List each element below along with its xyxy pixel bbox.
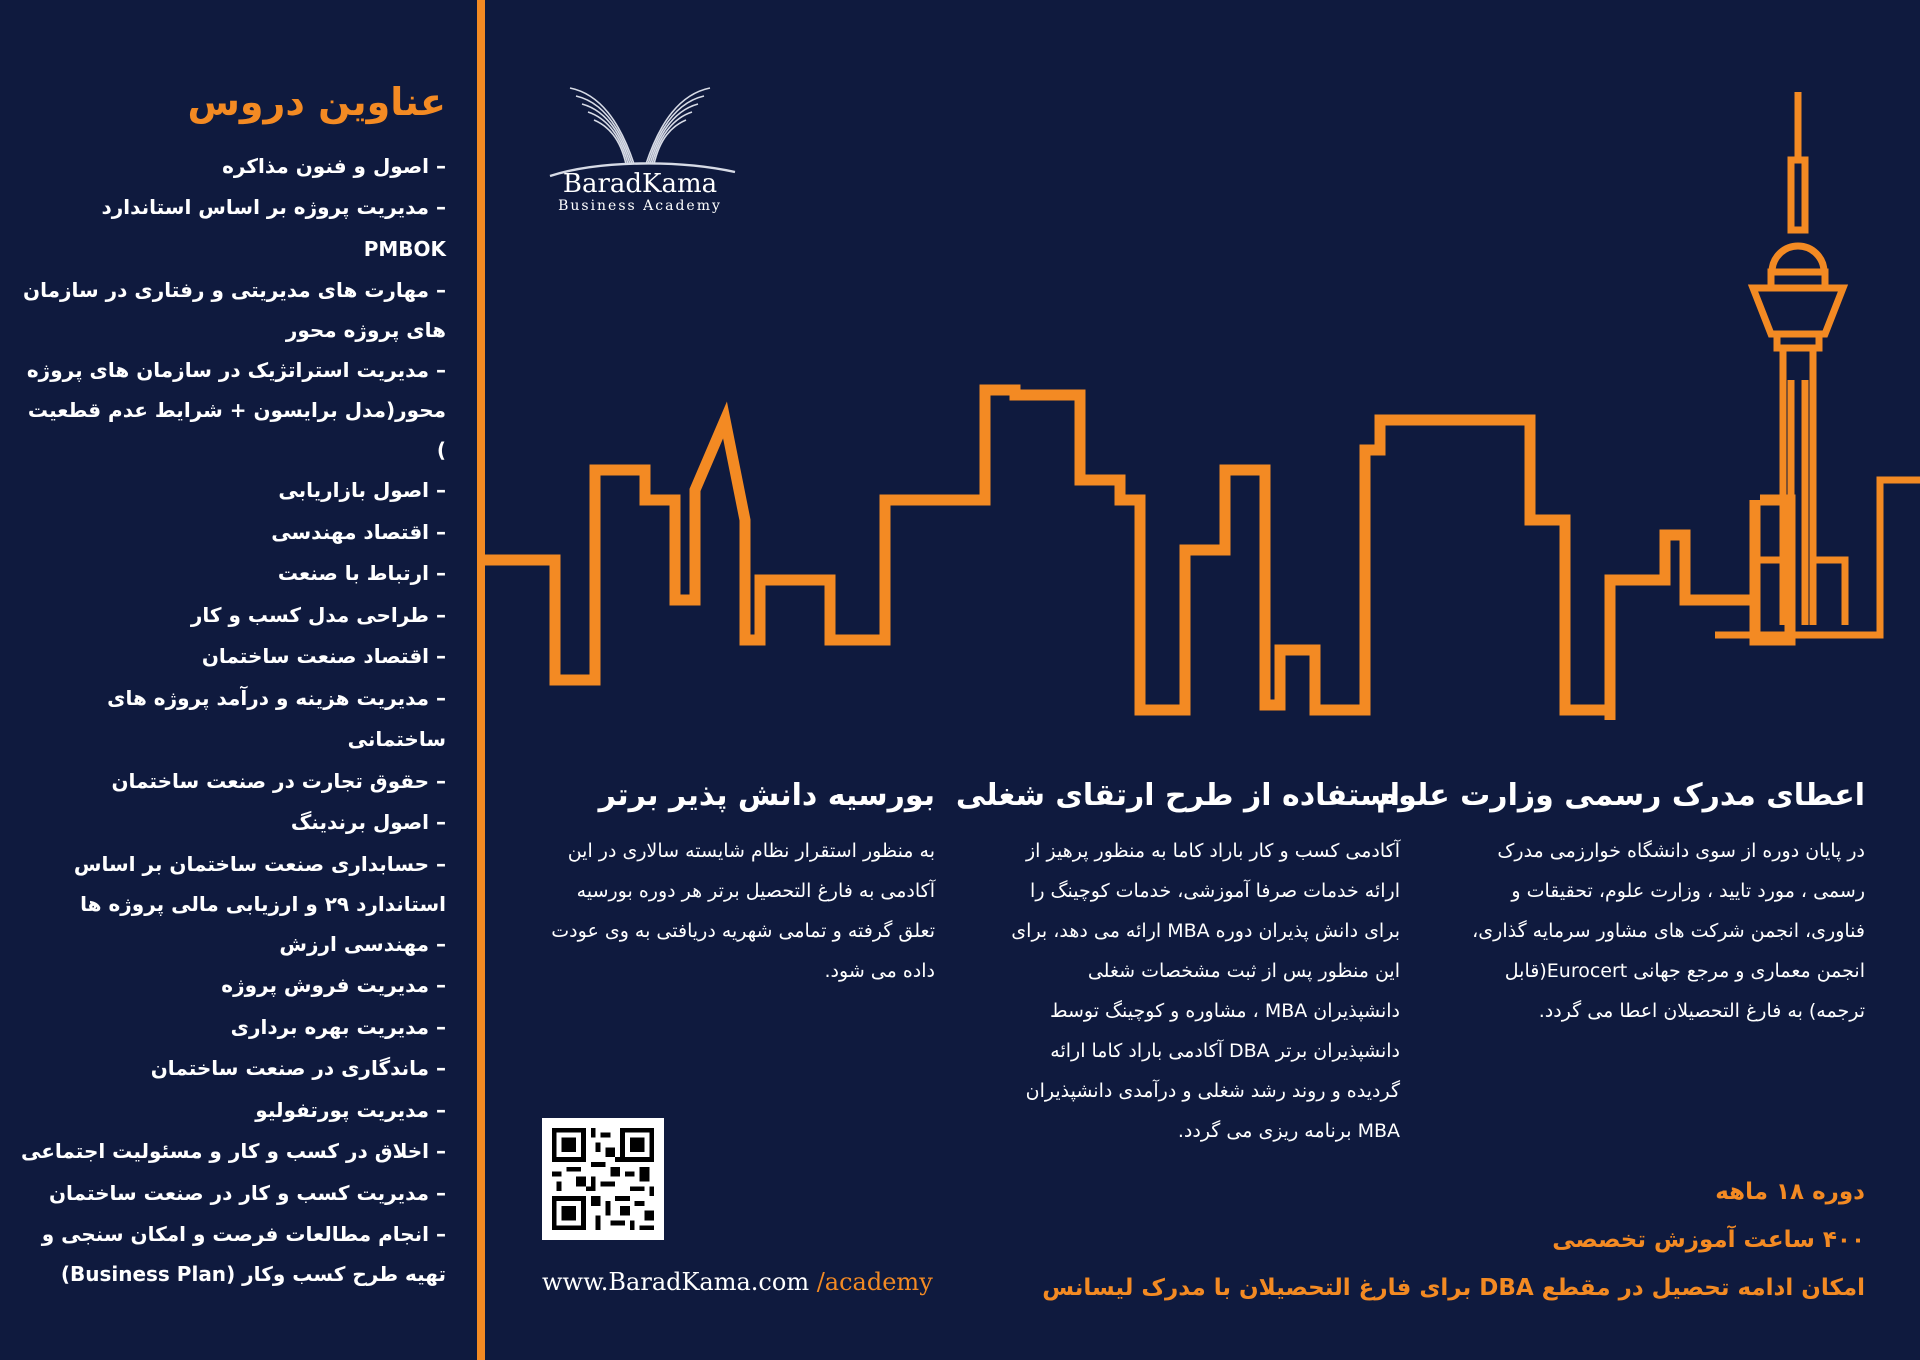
course-item: – مهارت های مدیریتی و رفتاری در سازمان های پروژه محور — [23, 278, 446, 343]
course-item: – مدیریت بهره برداری — [230, 1014, 446, 1039]
course-item: – ارتباط با صنعت — [277, 561, 446, 586]
course-item: – مدیریت استراتژیک در سازمان های پروژه محور(مدل برایسون + شرایط عدم قطعیت ) — [26, 358, 446, 463]
qr-code-icon[interactable] — [542, 1118, 664, 1240]
course-item: – حقوق تجارت در صنعت ساختمان — [111, 768, 446, 793]
url-path[interactable]: /academy — [809, 1268, 933, 1296]
course-item: – مدیریت پروژه بر اساس استاندارد PMBOK — [101, 195, 446, 261]
course-list — [16, 146, 446, 1295]
dba-highlight: امکان ادامه تحصیل در مقطع DBA برای فارغ التحصیلان با مدرک لیسانس — [1042, 1275, 1865, 1301]
degree-body: در پایان دوره از سوی دانشگاه خوارزمی مدرک رسمی ، مورد تایید ، وزارت علوم، تحقیقات و فناوری، انجمن شرکت های مشاور سرمایه گذاری، انجمن معماری و مرجع جهانی Eurocert(قابل ترجمه) به فارغ التحصیلان اعطا می گردد. — [1472, 840, 1865, 1022]
career-body: آکادمی کسب و کار باراد کاما به منظور پرهیز از ارائه خدمات صرفا آموزشی، خدمات کوچینگ را برای دانش پذیران دوره MBA ارائه می دهد، برای این منظور پس از ثبت مشخصات شغلی دانشپذیران MBA ، مشاوره و کوچینگ توسط دانشپذیران برتر DBA آکادمی باراد کاما ارائه گردیده و روند رشد شغلی و درآمدی دانشپذیران MBA برنامه ریزی می گردد. — [1011, 840, 1400, 1142]
course-item: – اصول برندینگ — [290, 810, 446, 835]
vertical-divider — [477, 0, 485, 1360]
course-item: – ماندگاری در صنعت ساختمان — [150, 1056, 446, 1081]
logo-subtitle: Business Academy — [558, 198, 722, 214]
scholarship-body: به منظور استقرار نظام شایسته سالاری در این آکادمی به فارغ التحصیل برتر هر دوره بورسیه تعلق گرفته و تمامی شهریه دریافتی به وی عودت داده می شود. — [551, 840, 935, 982]
course-titles-heading: عناوین دروس — [187, 80, 446, 124]
career-section — [955, 776, 1400, 1151]
course-item: – مدیریت کسب و کار در صنعت ساختمان — [48, 1180, 446, 1205]
scholarship-title: بورسیه دانش پذیر برتر — [598, 778, 935, 813]
course-item: – انجام مطالعات فرصت و امکان سنجی و تهیه طرح کسب وکار (Business Plan) — [41, 1222, 446, 1287]
degree-section — [1376, 776, 1865, 1031]
course-titles-section — [16, 80, 446, 1294]
tehran-skyline-illustration — [485, 80, 1920, 740]
career-title: استفاده از طرح ارتقای شغلی — [955, 778, 1400, 813]
course-item: – طراحی مدل کسب و کار — [190, 602, 446, 627]
course-item: – مدیریت پورتفولیو — [255, 1097, 446, 1122]
academy-url[interactable] — [542, 1268, 933, 1296]
logo-name: BaradKama — [562, 169, 718, 199]
degree-title: اعطای مدرک رسمی وزارت علوم — [1376, 778, 1865, 813]
course-item: – مدیریت هزینه و درآمد پروژه های ساختمانی — [107, 685, 446, 752]
scholarship-section — [535, 776, 935, 991]
duration-highlight: دوره ۱۸ ماهه — [1715, 1179, 1865, 1205]
course-item: – اصول و فنون مذاکره — [222, 153, 446, 178]
course-item: – اخلاق در کسب و کار و مسئولیت اجتماعی — [20, 1139, 446, 1164]
course-item: – حسابداری صنعت ساختمان بر اساس استاندارد ۲۹ و ارزیابی مالی پروژه ها — [73, 851, 446, 916]
course-item: – اقتصاد مهندسی — [271, 519, 446, 544]
course-item: – مدیریت فروش پروژه — [221, 973, 446, 998]
course-item: – اصول بازاریابی — [278, 478, 446, 503]
course-item: – مهندسی ارزش — [279, 931, 446, 956]
program-highlights — [1042, 1168, 1865, 1312]
url-main[interactable]: www.BaradKama.com — [542, 1268, 810, 1296]
course-item: – اقتصاد صنعت ساختمان — [201, 644, 446, 669]
hours-highlight: ۴۰۰ ساعت آموزش تخصصی — [1552, 1227, 1865, 1253]
